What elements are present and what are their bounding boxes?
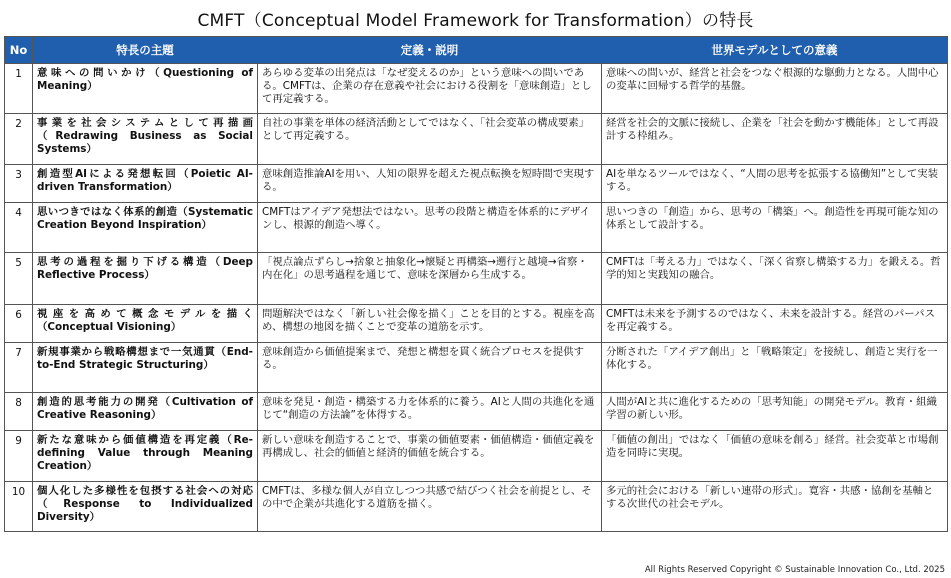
row-significance: 多元的社会における「新しい連帯の形式」。寛容・共感・協創を基軸とする次世代の社会モデル。 [602, 482, 948, 532]
features-table [4, 36, 948, 532]
row-definition: CMFTは、多様な個人が自立しつつ共感で結びつく社会を前提とし、その中で企業が共進化する道筋を描く。 [258, 482, 602, 532]
row-definition: 意味創造推論AIを用い、人知の限界を超えた視点転換を短時間で実現する。 [258, 165, 602, 203]
row-definition: 意味を発見・創造・構築する力を体系的に養う。AIと人間の共進化を通じて“創造の方法論”を体得する。 [258, 393, 602, 431]
header-significance: 世界モデルとしての意義 [602, 37, 948, 64]
header-feature: 特長の主題 [33, 37, 258, 64]
table-row [5, 482, 948, 532]
table-row [5, 305, 948, 343]
row-significance: AIを単なるツールではなく、“人間の思考を拡張する協働知”として実装する。 [602, 165, 948, 203]
row-feature: 個人化した多様性を包摂する社会への対応（Response to Individualized Diversity） [33, 482, 258, 532]
row-no: 8 [5, 393, 33, 431]
row-feature: 創造的思考能力の開発（Cultivation of Creative Reasoning） [33, 393, 258, 431]
table-row [5, 393, 948, 431]
copyright-footer: All Rights Reserved Copyright © Sustainable Innovation Co., Ltd. 2025 [644, 565, 945, 575]
table-row [5, 431, 948, 482]
row-no: 10 [5, 482, 33, 532]
row-significance: 人間がAIと共に進化するための「思考知能」の開発モデル。教育・組織学習の新しい形。 [602, 393, 948, 431]
row-no: 2 [5, 114, 33, 165]
table-row [5, 165, 948, 203]
row-definition: 「視点論点ずらし→捨象と抽象化→懐疑と再構築→遡行と越境→省察・内在化」の思考過程を通じて、意味を深層から生成する。 [258, 253, 602, 305]
table-row [5, 203, 948, 253]
table-row [5, 343, 948, 393]
row-no: 3 [5, 165, 33, 203]
row-feature: 新規事業から戦略構想まで一気通貫（End-to-End Strategic Structuring） [33, 343, 258, 393]
row-significance: 分断された「アイデア創出」と「戦略策定」を接続し、創造と実行を一体化する。 [602, 343, 948, 393]
row-significance: CMFTは未来を予測するのではなく、未来を設計する。経営のパーパスを再定義する。 [602, 305, 948, 343]
table-row [5, 253, 948, 305]
row-definition: 自社の事業を単体の経済活動としてではなく、「社会変革の構成要素」として再定義する。 [258, 114, 602, 165]
row-no: 4 [5, 203, 33, 253]
row-no: 6 [5, 305, 33, 343]
row-significance: 思いつきの「創造」から、思考の「構築」へ。創造性を再現可能な知の体系として設計する。 [602, 203, 948, 253]
row-significance: 「価値の創出」ではなく「価値の意味を創る」経営。社会変革と市場創造を同時に実現。 [602, 431, 948, 482]
row-no: 7 [5, 343, 33, 393]
header-definition: 定義・説明 [258, 37, 602, 64]
row-significance: 意味への問いが、経営と社会をつなぐ根源的な駆動力となる。人間中心の変革に回帰する哲学的基盤。 [602, 64, 948, 114]
row-no: 9 [5, 431, 33, 482]
row-feature: 視座を高めて概念モデルを描く（Conceptual Visioning） [33, 305, 258, 343]
row-feature: 創造型AIによる発想転回（Poietic AI-driven Transformation） [33, 165, 258, 203]
table-row [5, 64, 948, 114]
row-feature: 意味への問いかけ（Questioning of Meaning） [33, 64, 258, 114]
row-definition: CMFTはアイデア発想法ではない。思考の段階と構造を体系的にデザインし、根源的創造へ導く。 [258, 203, 602, 253]
header-no: No [5, 37, 33, 64]
row-significance: CMFTは「考える力」ではなく、「深く省察し構築する力」を鍛える。哲学的知と実践知の融合。 [602, 253, 948, 305]
row-definition: 新しい意味を創造することで、事業の価値要素・価値構造・価値定義を再構成し、社会的価値と経済的価値を統合する。 [258, 431, 602, 482]
row-no: 1 [5, 64, 33, 114]
table-header-row [5, 37, 948, 64]
row-significance: 経営を社会的文脈に接続し、企業を「社会を動かす機能体」として再設計する枠組み。 [602, 114, 948, 165]
row-definition: 意味創造から価値提案まで、発想と構想を貫く統合プロセスを提供する。 [258, 343, 602, 393]
row-feature: 思考の過程を掘り下げる構造（Deep Reflective Process） [33, 253, 258, 305]
row-feature: 思いつきではなく体系的創造（Systematic Creation Beyond Inspiration） [33, 203, 258, 253]
row-feature: 新たな意味から価値構造を再定義（Re-defining Value through Meaning Creation） [33, 431, 258, 482]
row-definition: 問題解決ではなく「新しい社会像を描く」ことを目的とする。視座を高め、構想の地図を描くことで変革の道筋を示す。 [258, 305, 602, 343]
row-no: 5 [5, 253, 33, 305]
row-feature: 事業を社会システムとして再描画（Redrawing Business as Social Systems） [33, 114, 258, 165]
page-title: CMFT（Conceptual Model Framework for Transformation）の特長 [197, 11, 754, 31]
table-row [5, 114, 948, 165]
row-definition: あらゆる変革の出発点は「なぜ変えるのか」という意味への問いである。CMFTは、企業の存在意義や社会における役割を「意味創造」として再定義する。 [258, 64, 602, 114]
